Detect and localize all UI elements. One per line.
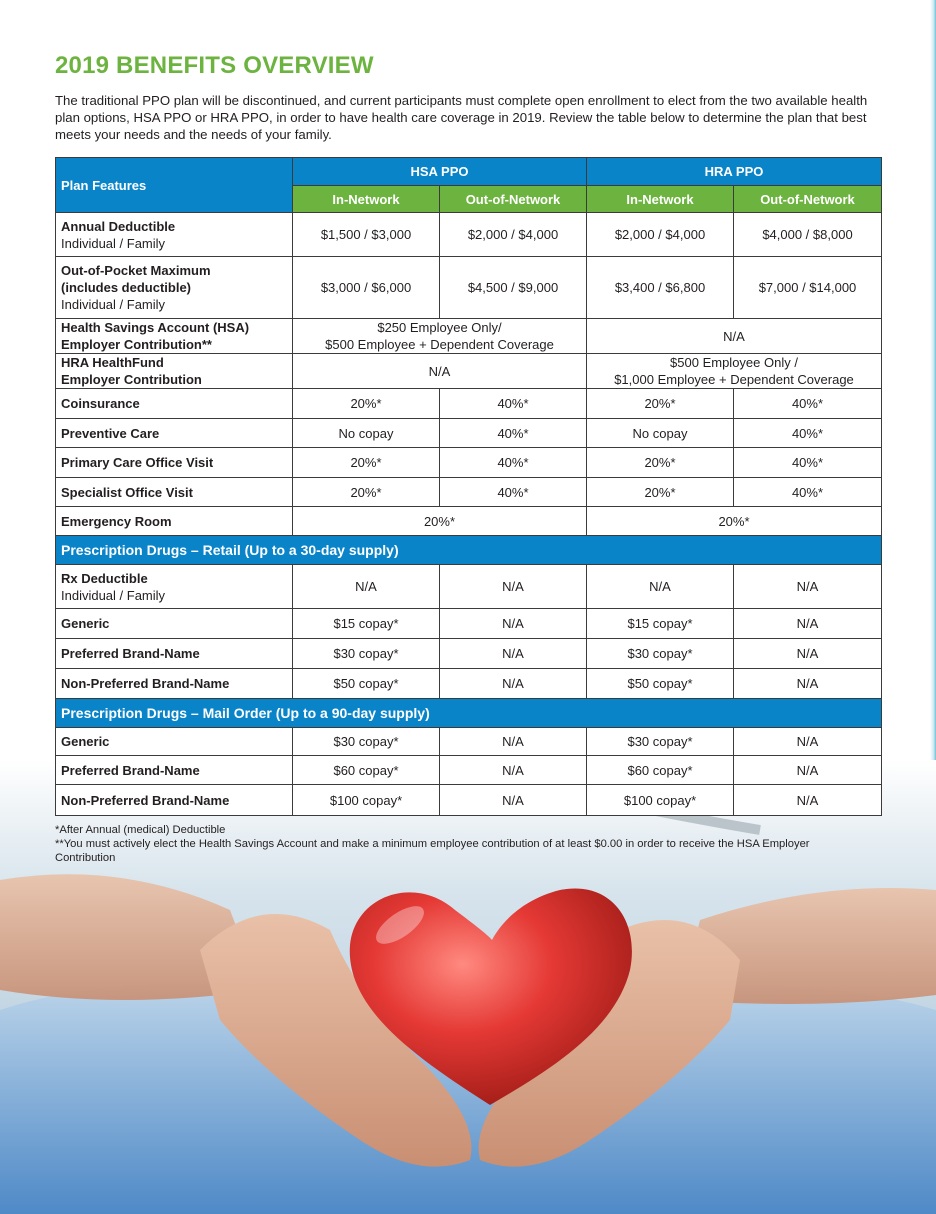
table-row bbox=[56, 565, 882, 609]
cell-value: N/A bbox=[440, 565, 587, 609]
cell-value: $30 copay* bbox=[293, 728, 440, 756]
footnote-deductible: *After Annual (medical) Deductible bbox=[55, 824, 226, 836]
cell-value: 20%* bbox=[293, 448, 440, 478]
row-label-main: Non-Preferred Brand-Name bbox=[61, 676, 230, 691]
cell-value: $50 copay* bbox=[587, 669, 734, 699]
hsa-ppo-header: HSA PPO bbox=[293, 158, 587, 186]
table-row bbox=[56, 257, 882, 319]
cell-value: N/A bbox=[587, 565, 734, 609]
table-row bbox=[56, 639, 882, 669]
row-label-sub: Individual / Family bbox=[61, 587, 166, 603]
row-label-main: Specialist Office Visit bbox=[61, 484, 193, 500]
table-row bbox=[56, 478, 882, 507]
cell-value: 40%* bbox=[440, 419, 587, 448]
row-label-main-2: Employer Contribution bbox=[61, 372, 202, 387]
row-label bbox=[56, 669, 293, 699]
row-label bbox=[56, 419, 293, 448]
hra-ppo-header: HRA PPO bbox=[587, 158, 882, 186]
cell-value: 20%* bbox=[587, 389, 734, 419]
row-label-main: Emergency Room bbox=[61, 513, 172, 529]
cell-value: $15 copay* bbox=[293, 609, 440, 639]
cell-value: $60 copay* bbox=[293, 756, 440, 785]
table-row bbox=[56, 319, 882, 354]
cell-value: $4,500 / $9,000 bbox=[440, 257, 587, 319]
cell-line: $1,000 Employee + Dependent Coverage bbox=[614, 372, 854, 387]
cell-line: $500 Employee Only / bbox=[670, 355, 798, 370]
page-title: 2019 BENEFITS OVERVIEW bbox=[55, 52, 374, 79]
row-label bbox=[56, 213, 293, 257]
cell-value: N/A bbox=[734, 785, 882, 816]
cell-value: N/A bbox=[734, 728, 882, 756]
cell-value: N/A bbox=[734, 565, 882, 609]
row-label bbox=[56, 319, 293, 354]
cell-value: 20%* bbox=[293, 389, 440, 419]
cell-value: N/A bbox=[440, 728, 587, 756]
table-row bbox=[56, 669, 882, 699]
row-label bbox=[56, 354, 293, 389]
cell-value: $30 copay* bbox=[587, 639, 734, 669]
row-label-main: Out-of-Pocket Maximum bbox=[61, 263, 211, 278]
table-row bbox=[56, 448, 882, 478]
cell-value: 20%* bbox=[587, 478, 734, 507]
cell-value: 40%* bbox=[734, 448, 882, 478]
table-row bbox=[56, 419, 882, 448]
row-label bbox=[56, 389, 293, 419]
cell-value: $3,000 / $6,000 bbox=[293, 257, 440, 319]
row-label bbox=[56, 728, 293, 756]
row-label bbox=[56, 478, 293, 507]
row-label-main-2: (includes deductible) bbox=[61, 280, 192, 295]
table-row bbox=[56, 389, 882, 419]
row-label-main: Preventive Care bbox=[61, 425, 160, 441]
hsa-out-network-header: Out-of-Network bbox=[440, 186, 587, 213]
cell-line: $250 Employee Only/ bbox=[377, 320, 502, 335]
cell-value: $4,000 / $8,000 bbox=[734, 213, 882, 257]
cell-value: $100 copay* bbox=[587, 785, 734, 816]
cell-value: No copay bbox=[293, 419, 440, 448]
cell-value: N/A bbox=[734, 756, 882, 785]
benefits-table bbox=[55, 157, 882, 816]
cell-value: 40%* bbox=[440, 448, 587, 478]
row-label-main: Generic bbox=[61, 734, 110, 749]
row-label bbox=[56, 609, 293, 639]
row-label bbox=[56, 565, 293, 609]
cell-value-merged: N/A bbox=[293, 354, 587, 389]
cell-value: $30 copay* bbox=[587, 728, 734, 756]
row-label bbox=[56, 756, 293, 785]
cell-value: $50 copay* bbox=[293, 669, 440, 699]
row-label bbox=[56, 448, 293, 478]
cell-value: No copay bbox=[587, 419, 734, 448]
cell-value: N/A bbox=[734, 639, 882, 669]
cell-value: N/A bbox=[440, 756, 587, 785]
row-label-main: Health Savings Account (HSA) bbox=[61, 320, 250, 335]
cell-value: 20%* bbox=[293, 478, 440, 507]
cell-value: $3,400 / $6,800 bbox=[587, 257, 734, 319]
cell-value: N/A bbox=[293, 565, 440, 609]
row-label bbox=[56, 257, 293, 319]
cell-value: 40%* bbox=[440, 389, 587, 419]
row-label-main: Non-Preferred Brand-Name bbox=[61, 792, 230, 808]
cell-line: $500 Employee + Dependent Coverage bbox=[325, 337, 554, 352]
cell-value: $15 copay* bbox=[587, 609, 734, 639]
hsa-in-network-header: In-Network bbox=[293, 186, 440, 213]
cell-value: $60 copay* bbox=[587, 756, 734, 785]
table-row bbox=[56, 609, 882, 639]
section-row-mail bbox=[56, 699, 882, 728]
cell-value: 20%* bbox=[587, 448, 734, 478]
cell-value: 40%* bbox=[734, 389, 882, 419]
cell-value-merged bbox=[587, 354, 882, 389]
section-title-mail: Prescription Drugs – Mail Order (Up to a 90-day supply) bbox=[56, 699, 882, 728]
row-label bbox=[56, 507, 293, 536]
cell-value: N/A bbox=[440, 669, 587, 699]
table-row bbox=[56, 354, 882, 389]
cell-value: N/A bbox=[440, 785, 587, 816]
cell-value: $30 copay* bbox=[293, 639, 440, 669]
cell-value: N/A bbox=[734, 609, 882, 639]
table-row bbox=[56, 756, 882, 785]
cell-value: N/A bbox=[440, 609, 587, 639]
section-row-retail bbox=[56, 536, 882, 565]
cell-value: N/A bbox=[440, 639, 587, 669]
cell-value: N/A bbox=[734, 669, 882, 699]
hra-out-network-header: Out-of-Network bbox=[734, 186, 882, 213]
intro-paragraph: The traditional PPO plan will be discontinued, and current participants must complete open enrollment to elect from the two available health plan options, HSA PPO or HRA PPO, in order to have health care coverage in 2019. Review the table below to determine the plan that best meets your needs and the needs of your family. bbox=[55, 93, 868, 142]
hra-in-network-header: In-Network bbox=[587, 186, 734, 213]
table-row bbox=[56, 213, 882, 257]
row-label-main: Coinsurance bbox=[61, 396, 140, 411]
footnote-hsa: **You must actively elect the Health Savings Account and make a minimum employee contribution of at least $0.00 in order to receive the HSA Employer Contribution bbox=[55, 838, 810, 864]
row-label-main-2: Employer Contribution** bbox=[61, 337, 212, 352]
cell-value: 40%* bbox=[734, 419, 882, 448]
row-label bbox=[56, 639, 293, 669]
table-header-row bbox=[56, 158, 882, 186]
row-label-main: Preferred Brand-Name bbox=[61, 762, 200, 778]
cell-value: 40%* bbox=[734, 478, 882, 507]
row-label bbox=[56, 785, 293, 816]
cell-value-merged: 20%* bbox=[293, 507, 587, 536]
cell-value: $1,500 / $3,000 bbox=[293, 213, 440, 257]
row-label-sub: Individual / Family bbox=[61, 235, 166, 251]
row-label-sub: Individual / Family bbox=[61, 297, 166, 312]
section-title-retail: Prescription Drugs – Retail (Up to a 30-day supply) bbox=[56, 536, 882, 565]
cell-value: $7,000 / $14,000 bbox=[734, 257, 882, 319]
cell-value: $2,000 / $4,000 bbox=[587, 213, 734, 257]
row-label-main: Annual Deductible bbox=[61, 218, 176, 234]
cell-value: $2,000 / $4,000 bbox=[440, 213, 587, 257]
row-label-main: Preferred Brand-Name bbox=[61, 646, 200, 661]
cell-value-merged: N/A bbox=[587, 319, 882, 354]
row-label-main: Generic bbox=[61, 616, 110, 631]
table-row bbox=[56, 785, 882, 816]
row-label-main: HRA HealthFund bbox=[61, 355, 164, 370]
cell-value-merged bbox=[293, 319, 587, 354]
table-row bbox=[56, 728, 882, 756]
footnotes bbox=[55, 823, 855, 865]
row-label-main: Primary Care Office Visit bbox=[61, 455, 214, 470]
plan-features-header: Plan Features bbox=[56, 158, 293, 213]
table-row bbox=[56, 507, 882, 536]
cell-value: $100 copay* bbox=[293, 785, 440, 816]
cell-value: 40%* bbox=[440, 478, 587, 507]
cell-value-merged: 20%* bbox=[587, 507, 882, 536]
row-label-main: Rx Deductible bbox=[61, 570, 148, 586]
